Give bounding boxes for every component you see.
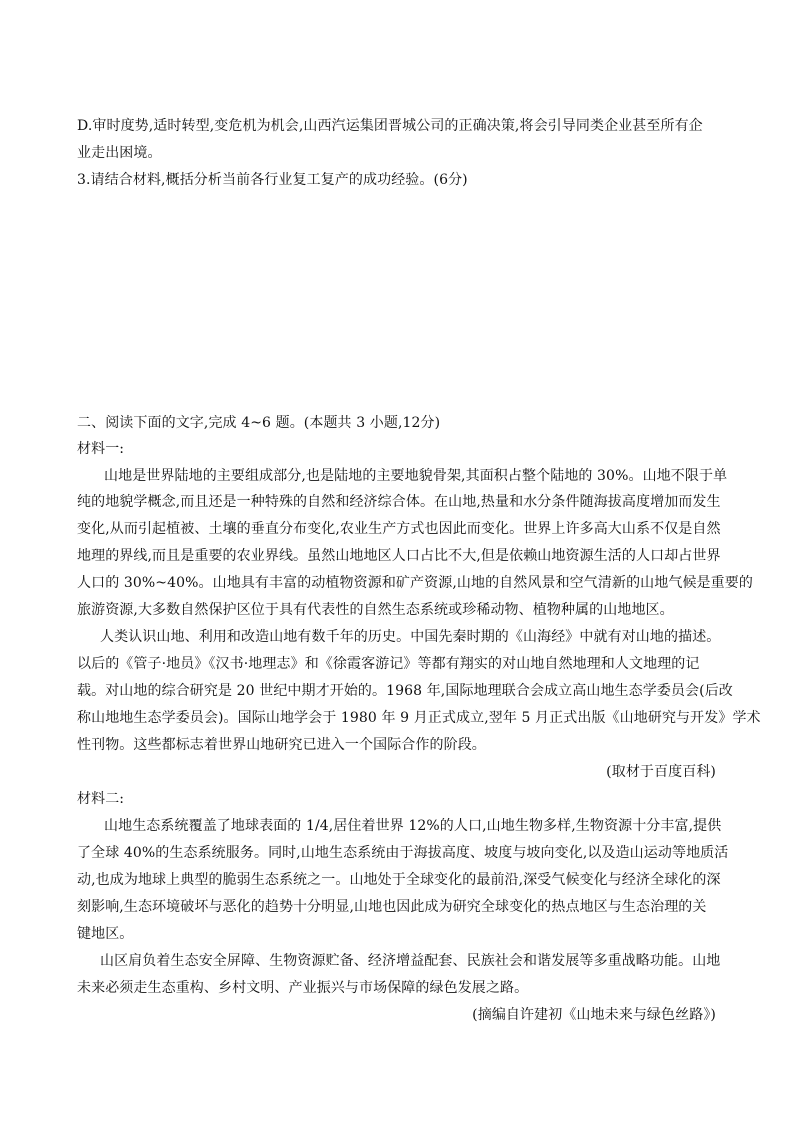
m1-p1-line: 山地是世界陆地的主要组成部分,也是陆地的主要地貌骨架,其面积占整个陆地的 30%。山地不限于单 <box>104 468 728 484</box>
material-1-label: 材料一: <box>77 441 125 457</box>
m1-p2-line: 人类认识山地、利用和改造山地有数千年的历史。中国先秦时期的《山海经》中就有对山地的描述。 <box>100 629 721 645</box>
m1-p1-line: 人口的 30%~40%。山地具有丰富的动植物资源和矿产资源,山地的自然风景和空气清新的山地气候是重要的 <box>77 575 753 591</box>
m2-p1-line: 键地区。 <box>77 926 134 942</box>
m1-p1-line: 变化,从而引起植被、土壤的垂直分布变化,农业生产方式也因此而变化。世界上许多高大山系不仅是自然 <box>77 521 721 537</box>
m1-p1-line: 地理的界线,而且是重要的农业界线。虽然山地地区人口占比不大,但是依赖山地资源生活的人口却占世界 <box>77 548 721 564</box>
material-2-label: 材料二: <box>77 791 125 807</box>
m1-p2-line: 以后的《管子·地员》《汉书·地理志》和《徐霞客游记》等都有翔实的对山地自然地理和人文地理的记 <box>77 656 700 672</box>
option-d-line-2: 业走出困境。 <box>77 145 162 161</box>
question-3: 3.请结合材料,概括分析当前各行业复工复产的成功经验。(6分) <box>77 172 468 188</box>
material-2-source: (摘编自许建初《山地未来与绿色丝路》) <box>472 1007 716 1023</box>
m2-p1-line: 了全球 40%的生态系统服务。同时,山地生态系统由于海拔高度、坡度与坡向变化,以及造山运动等地质活 <box>77 845 729 861</box>
m1-p2-line: 性刊物。这些都标志着世界山地研究已进入一个国际合作的阶段。 <box>77 737 486 753</box>
option-d-line-1: D.审时度势,适时转型,变危机为机会,山西汽运集团晋城公司的正确决策,将会引导同类企业甚至所有企 <box>77 118 703 134</box>
m2-p1-line: 动,也成为地球上典型的脆弱生态系统之一。山地处于全球变化的最前沿,深受气候变化与经济全球化的深 <box>77 872 721 888</box>
section-heading: 二、阅读下面的文字,完成 4~6 题。(本题共 3 小题,12分) <box>77 415 441 431</box>
m2-p1-line: 山地生态系统覆盖了地球表面的 1/4,居住着世界 12%的人口,山地生物多样,生物资源十分丰富,提供 <box>104 818 722 834</box>
m1-p1-line: 旅游资源,大多数自然保护区位于具有代表性的自然生态系统或珍稀动物、植物种属的山地地区。 <box>77 602 674 618</box>
m2-p2-line: 未来必须走生态重构、乡村文明、产业振兴与市场保障的绿色发展之路。 <box>77 980 529 996</box>
m2-p1-line: 刻影响,生态环境破坏与恶化的趋势十分明显,山地也因此成为研究全球变化的热点地区与生态治理的关 <box>77 899 707 915</box>
m2-p2-line: 山区肩负着生态安全屏障、生物资源贮备、经济增益配套、民族社会和谐发展等多重战略功能。山地 <box>100 953 721 969</box>
m1-p2-line: 称山地地生态学委员会)。国际山地学会于 1980 年 9 月正式成立,翌年 5 月正式出版《山地研究与开发》学术 <box>77 710 761 726</box>
material-1-source: (取材于百度百科) <box>606 764 716 780</box>
m1-p1-line: 纯的地貌学概念,而且还是一种特殊的自然和经济综合体。在山地,热量和水分条件随海拔高度增加而发生 <box>77 494 721 510</box>
m1-p2-line: 载。对山地的综合研究是 20 世纪中期才开始的。1968 年,国际地理联合会成立高山地生态学委员会(后改 <box>77 683 733 699</box>
